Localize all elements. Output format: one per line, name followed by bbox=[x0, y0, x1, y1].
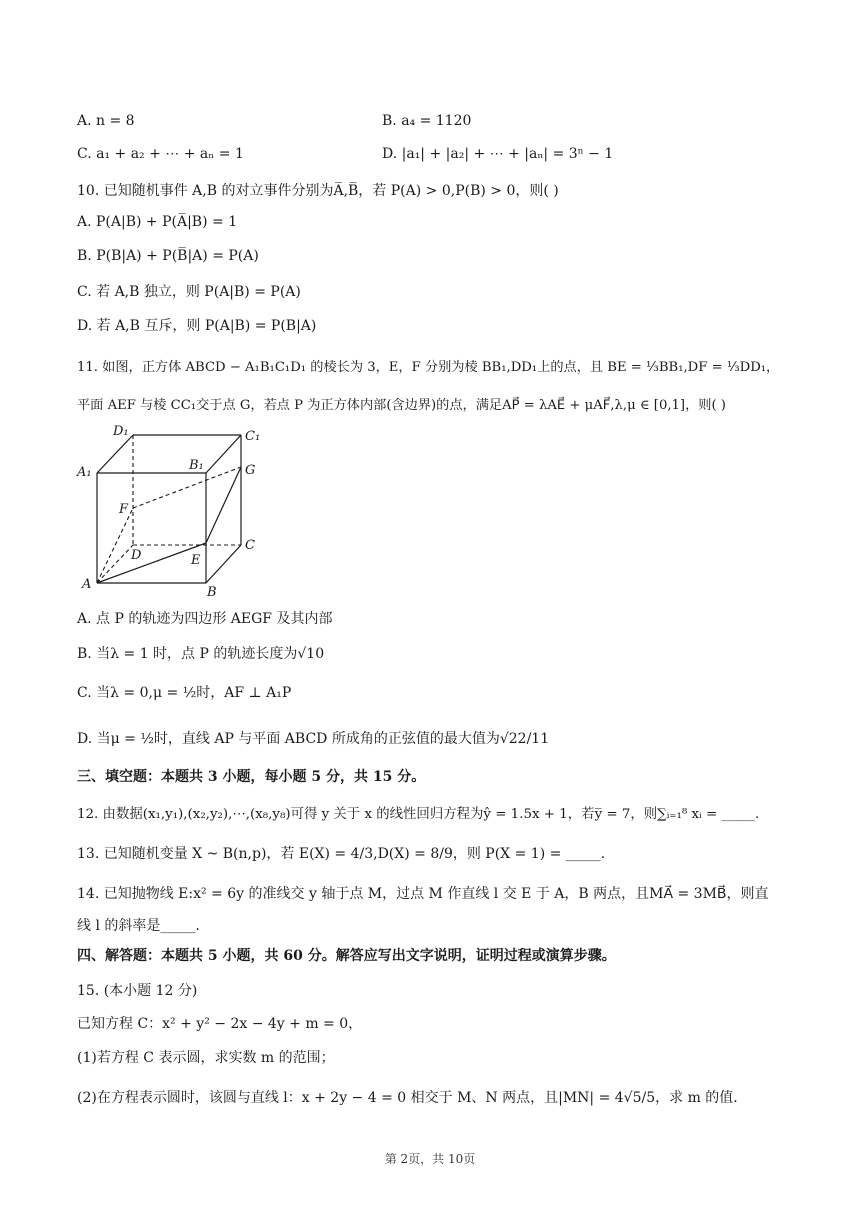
label-e: E bbox=[191, 553, 201, 568]
q13: 13. 已知随机变量 X ~ B(n,p)，若 E(X) = 4/3,D(X) = 8/9，则 P(X = 1) = _____. bbox=[77, 846, 606, 862]
q11-option-b: B. 当λ = 1 时，点 P 的轨迹长度为√10 bbox=[77, 646, 325, 662]
section-4-heading: 四、解答题：本题共 5 小题，共 60 分。解答应写出文字说明，证明过程或演算步骤。 bbox=[77, 948, 616, 964]
q9-option-a: A. n = 8 bbox=[77, 113, 135, 129]
q15-given: 已知方程 C：x² + y² − 2x − 4y + m = 0， bbox=[77, 1016, 363, 1032]
label-d: D bbox=[131, 548, 142, 563]
q9-option-b: B. a₄ = 1120 bbox=[382, 113, 472, 129]
label-b1: B₁ bbox=[189, 458, 204, 473]
q11-stem-line2: 平面 AEF 与棱 CC₁交于点 G，若点 P 为正方体内部(含边界)的点，满足AP⃗ = λAE⃗ + μAF⃗,λ,μ ∈ [0,1]，则( ) bbox=[77, 398, 726, 413]
q9-option-d: D. |a₁| + |a₂| + ⋯ + |aₙ| = 3ⁿ − 1 bbox=[382, 146, 614, 162]
label-g: G bbox=[245, 463, 256, 478]
q15-part2: (2)在方程表示圆时，该圆与直线 l：x + 2y − 4 = 0 相交于 M、N 两点，且|MN| = 4√5/5，求 m 的值. bbox=[77, 1090, 738, 1106]
q9-option-c: C. a₁ + a₂ + ⋯ + aₙ = 1 bbox=[77, 146, 244, 162]
q10-option-a: A. P(A|B) + P(A̅|B) = 1 bbox=[77, 214, 238, 230]
q15-part1: (1)若方程 C 表示圆，求实数 m 的范围； bbox=[77, 1050, 335, 1066]
q15-title: 15. (本小题 12 分) bbox=[77, 983, 198, 999]
q12: 12. 由数据(x₁,y₁),(x₂,y₂),⋯,(x₈,y₈)可得 y 关于 x 的线性回归方程为ŷ = 1.5x + 1，若y̅ = 7，则∑ᵢ₌₁⁸ xᵢ = _____. bbox=[77, 807, 760, 822]
label-d1: D₁ bbox=[113, 424, 129, 439]
label-b: B bbox=[207, 585, 217, 598]
q10-option-d: D. 若 A,B 互斥，则 P(A|B) = P(B|A) bbox=[77, 318, 317, 334]
page-footer: 第 2页，共 10页 bbox=[384, 1152, 476, 1166]
q10-option-c: C. 若 A,B 独立，则 P(A|B) = P(A) bbox=[77, 284, 301, 300]
q11-option-a: A. 点 P 的轨迹为四边形 AEGF 及其内部 bbox=[77, 611, 333, 627]
q14-line1: 14. 已知抛物线 E:x² = 6y 的准线交 y 轴于点 M，过点 M 作直线 l 交 E 于 A，B 两点，且MA⃗ = 3MB⃗，则直 bbox=[77, 886, 769, 902]
section-3-heading: 三、填空题：本题共 3 小题，每小题 5 分，共 15 分。 bbox=[77, 769, 426, 785]
cube-figure bbox=[75, 418, 275, 598]
label-f: F bbox=[119, 502, 129, 517]
q14-line2: 线 l 的斜率是_____. bbox=[77, 918, 200, 934]
q11-option-d: D. 当μ = ½时，直线 AP 与平面 ABCD 所成角的正弦值的最大值为√22/11 bbox=[77, 731, 550, 747]
q11-option-c: C. 当λ = 0,μ = ½时，AF ⊥ A₁P bbox=[77, 685, 292, 701]
q11-stem-line1: 11. 如图，正方体 ABCD − A₁B₁C₁D₁ 的棱长为 3，E，F 分别为棱 BB₁,DD₁上的点，且 BE = ⅓BB₁,DF = ⅓DD₁， bbox=[77, 360, 780, 375]
label-c1: C₁ bbox=[245, 429, 261, 444]
label-a: A bbox=[82, 577, 92, 592]
label-a1: A₁ bbox=[77, 465, 92, 480]
q10-stem: 10. 已知随机事件 A,B 的对立事件分别为A̅,B̅，若 P(A) > 0,P(B) > 0，则( ) bbox=[77, 183, 559, 199]
label-c: C bbox=[245, 538, 255, 553]
q10-option-b: B. P(B|A) + P(B̅|A) = P(A) bbox=[77, 248, 259, 264]
